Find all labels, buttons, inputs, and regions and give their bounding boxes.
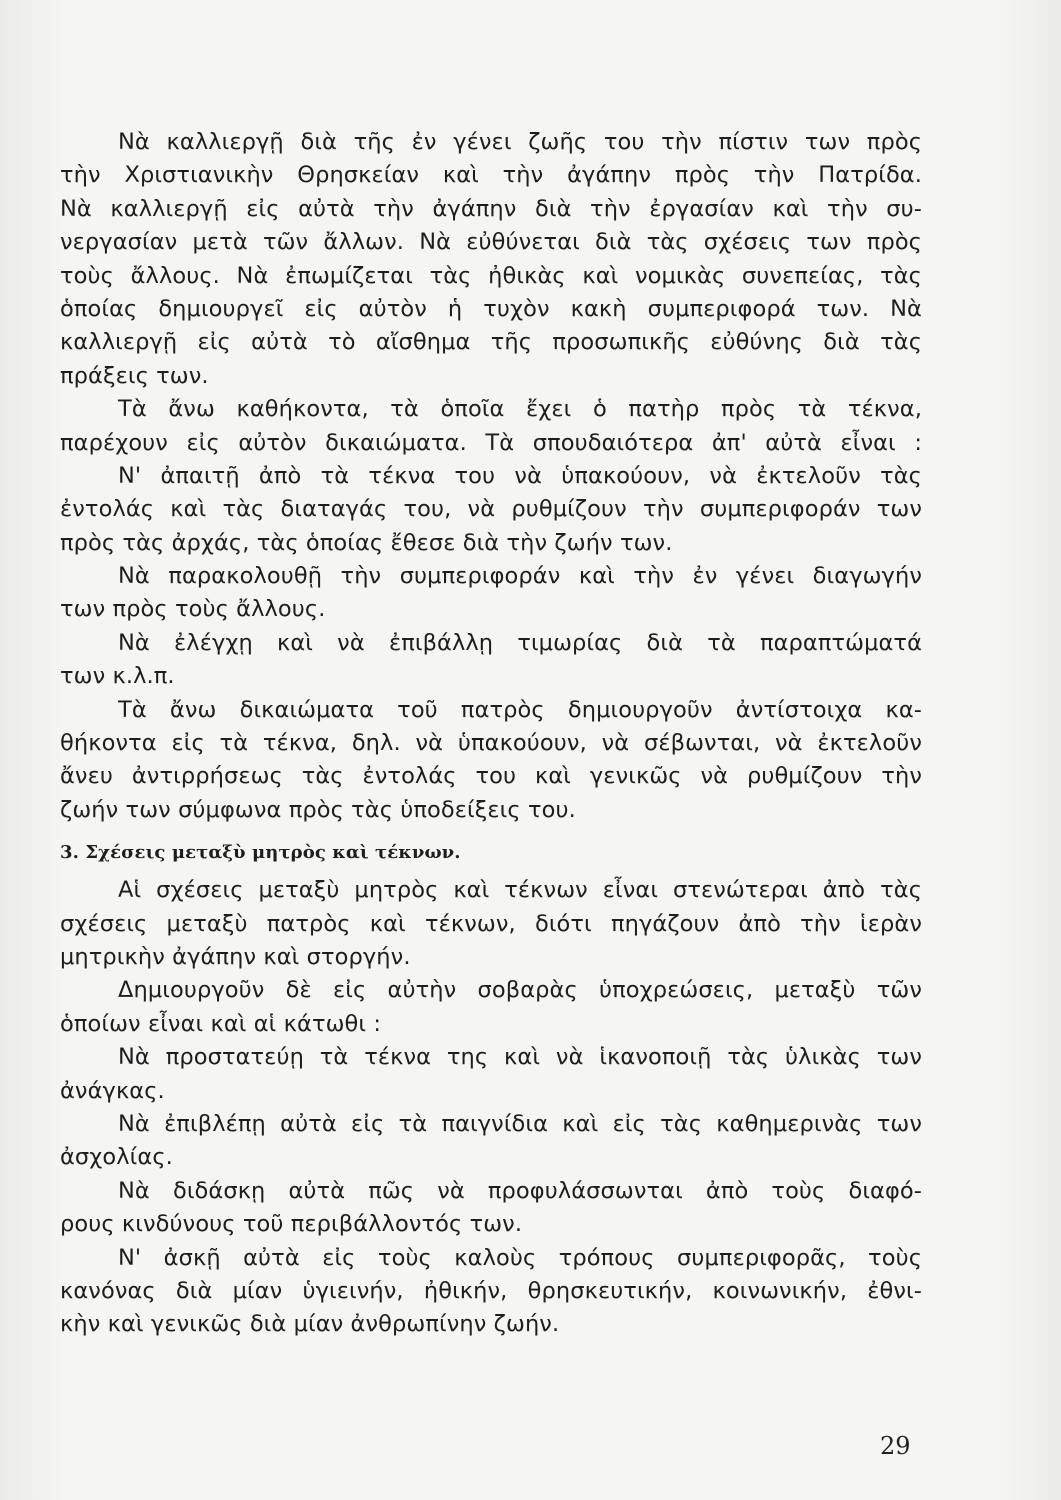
- paragraph-8: [60, 974, 922, 1041]
- text-line: Δημιουργοῦν δὲ εἰς αὐτὴν σοβαρὰς ὑποχρεώσεις, μεταξὺ τῶν: [118, 977, 922, 1004]
- text-line: Νὰ ἐλέγχῃ καὶ νὰ ἐπιβάλλῃ τιμωρίας διὰ τὰ παραπτώματά: [118, 629, 922, 656]
- text-line: των πρὸς τοὺς ἄλλους.: [60, 596, 326, 623]
- text-line: θήκοντα εἰς τὰ τέκνα, δηλ. νὰ ὑπακούουν, νὰ σέβωνται, νὰ ἐκτελοῦν: [60, 730, 922, 757]
- text-line: ἀνάγκας.: [60, 1077, 165, 1104]
- text-line: ρους κινδύνους τοῦ περιβάλλοντός των.: [60, 1211, 523, 1238]
- body-text: [60, 126, 922, 1342]
- paragraph-6: [60, 694, 922, 828]
- text-line: τοὺς ἄλλους. Νὰ ἐπωμίζεται τὰς ἠθικὰς καὶ νομικὰς συνεπείας, τὰς: [60, 262, 922, 289]
- paragraph-12: [60, 1242, 922, 1342]
- paragraph-1: [60, 126, 922, 393]
- text-line: ζωήν των σύμφωνα πρὸς τὰς ὑποδείξεις του.: [60, 796, 576, 823]
- text-line: σχέσεις μεταξὺ πατρὸς καὶ τέκνων, διότι πηγάζουν ἀπὸ τὴν ἱερὰν: [60, 910, 922, 937]
- text-line: καλλιεργῇ εἰς αὐτὰ τὸ αἴσθημα τῆς προσωπικῆς εὐθύνης διὰ τὰς: [60, 329, 922, 356]
- text-line: πράξεις των.: [60, 362, 209, 389]
- paragraph-11: [60, 1175, 922, 1242]
- paragraph-3: [60, 460, 922, 560]
- text-line: μητρικὴν ἀγάπην καὶ στοργήν.: [60, 943, 411, 970]
- text-line: Νὰ προστατεύῃ τὰ τέκνα της καὶ νὰ ἱκανοποιῇ τὰς ὑλικὰς των: [118, 1044, 922, 1071]
- section-heading: 3. Σχέσεις μεταξὺ μητρὸς καὶ τέκνων.: [60, 842, 461, 864]
- text-line: Τὰ ἄνω δικαιώματα τοῦ πατρὸς δημιουργοῦν ἀντίστοιχα κα-: [118, 696, 922, 723]
- text-line: τὴν Χριστιανικὴν Θρησκείαν καὶ τὴν ἀγάπην πρὸς τὴν Πατρίδα.: [60, 162, 922, 189]
- text-line: Νὰ διδάσκῃ αὐτὰ πῶς νὰ προφυλάσσωνται ἀπὸ τοὺς διαφό-: [118, 1177, 922, 1204]
- text-line: Νὰ καλλιεργῇ εἰς αὐτὰ τὴν ἀγάπην διὰ τὴν ἐργασίαν καὶ τὴν συ-: [60, 195, 922, 222]
- paragraph-4: [60, 560, 922, 627]
- text-line: Τὰ ἄνω καθήκοντα, τὰ ὁποῖα ἔχει ὁ πατὴρ πρὸς τὰ τέκνα,: [118, 396, 922, 423]
- text-line: κανόνας διὰ μίαν ὑγιεινήν, ἠθικήν, θρησκευτικήν, κοινωνικήν, ἐθνι-: [60, 1277, 922, 1304]
- text-line: των κ.λ.π.: [60, 663, 175, 690]
- text-line: Ν' ἀπαιτῇ ἀπὸ τὰ τέκνα του νὰ ὑπακούουν, νὰ ἐκτελοῦν τὰς: [118, 462, 922, 489]
- paragraph-2: [60, 393, 922, 460]
- text-line: νεργασίαν μετὰ τῶν ἄλλων. Νὰ εὐθύνεται διὰ τὰς σχέσεις των πρὸς: [60, 229, 922, 256]
- text-line: παρέχουν εἰς αὐτὸν δικαιώματα. Τὰ σπουδαιότερα ἀπ' αὐτὰ εἶναι :: [60, 429, 922, 456]
- paragraph-9: [60, 1041, 922, 1108]
- text-line: Αἱ σχέσεις μεταξὺ μητρὸς καὶ τέκνων εἶναι στενώτεραι ἀπὸ τὰς: [118, 877, 922, 904]
- text-line: ἀσχολίας.: [60, 1144, 173, 1171]
- text-line: ὁποίας δημιουργεῖ εἰς αὐτὸν ἡ τυχὸν κακὴ συμπεριφορά των. Νὰ: [60, 295, 922, 322]
- text-line: κὴν καὶ γενικῶς διὰ μίαν ἀνθρωπίνην ζωήν.: [60, 1311, 560, 1338]
- paragraph-10: [60, 1108, 922, 1175]
- paragraph-7: [60, 874, 922, 974]
- paragraph-5: [60, 627, 922, 694]
- text-line: ὁποίων εἶναι καὶ αἱ κάτωθι :: [60, 1010, 382, 1037]
- text-line: ἄνευ ἀντιρρήσεως τὰς ἐντολάς του καὶ γενικῶς νὰ ρυθμίζουν τὴν: [60, 763, 922, 790]
- page-number: 29: [880, 1432, 911, 1460]
- text-line: Νὰ ἐπιβλέπῃ αὐτὰ εἰς τὰ παιγνίδια καὶ εἰς τὰς καθημερινὰς των: [118, 1110, 922, 1137]
- text-line: πρὸς τὰς ἀρχάς, τὰς ὁποίας ἔθεσε διὰ τὴν ζωήν των.: [60, 529, 673, 556]
- text-line: Νὰ παρακολουθῇ τὴν συμπεριφοράν καὶ τὴν ἐν γένει διαγωγήν: [118, 563, 922, 590]
- text-line: Ν' ἀσκῇ αὐτὰ εἰς τοὺς καλοὺς τρόπους συμπεριφορᾶς, τοὺς: [118, 1244, 922, 1271]
- text-line: ἐντολάς καὶ τὰς διαταγάς του, νὰ ρυθμίζουν τὴν συμπεριφοράν των: [60, 496, 922, 523]
- text-line: Νὰ καλλιεργῇ διὰ τῆς ἐν γένει ζωῆς του τὴν πίστιν των πρὸς: [118, 129, 922, 155]
